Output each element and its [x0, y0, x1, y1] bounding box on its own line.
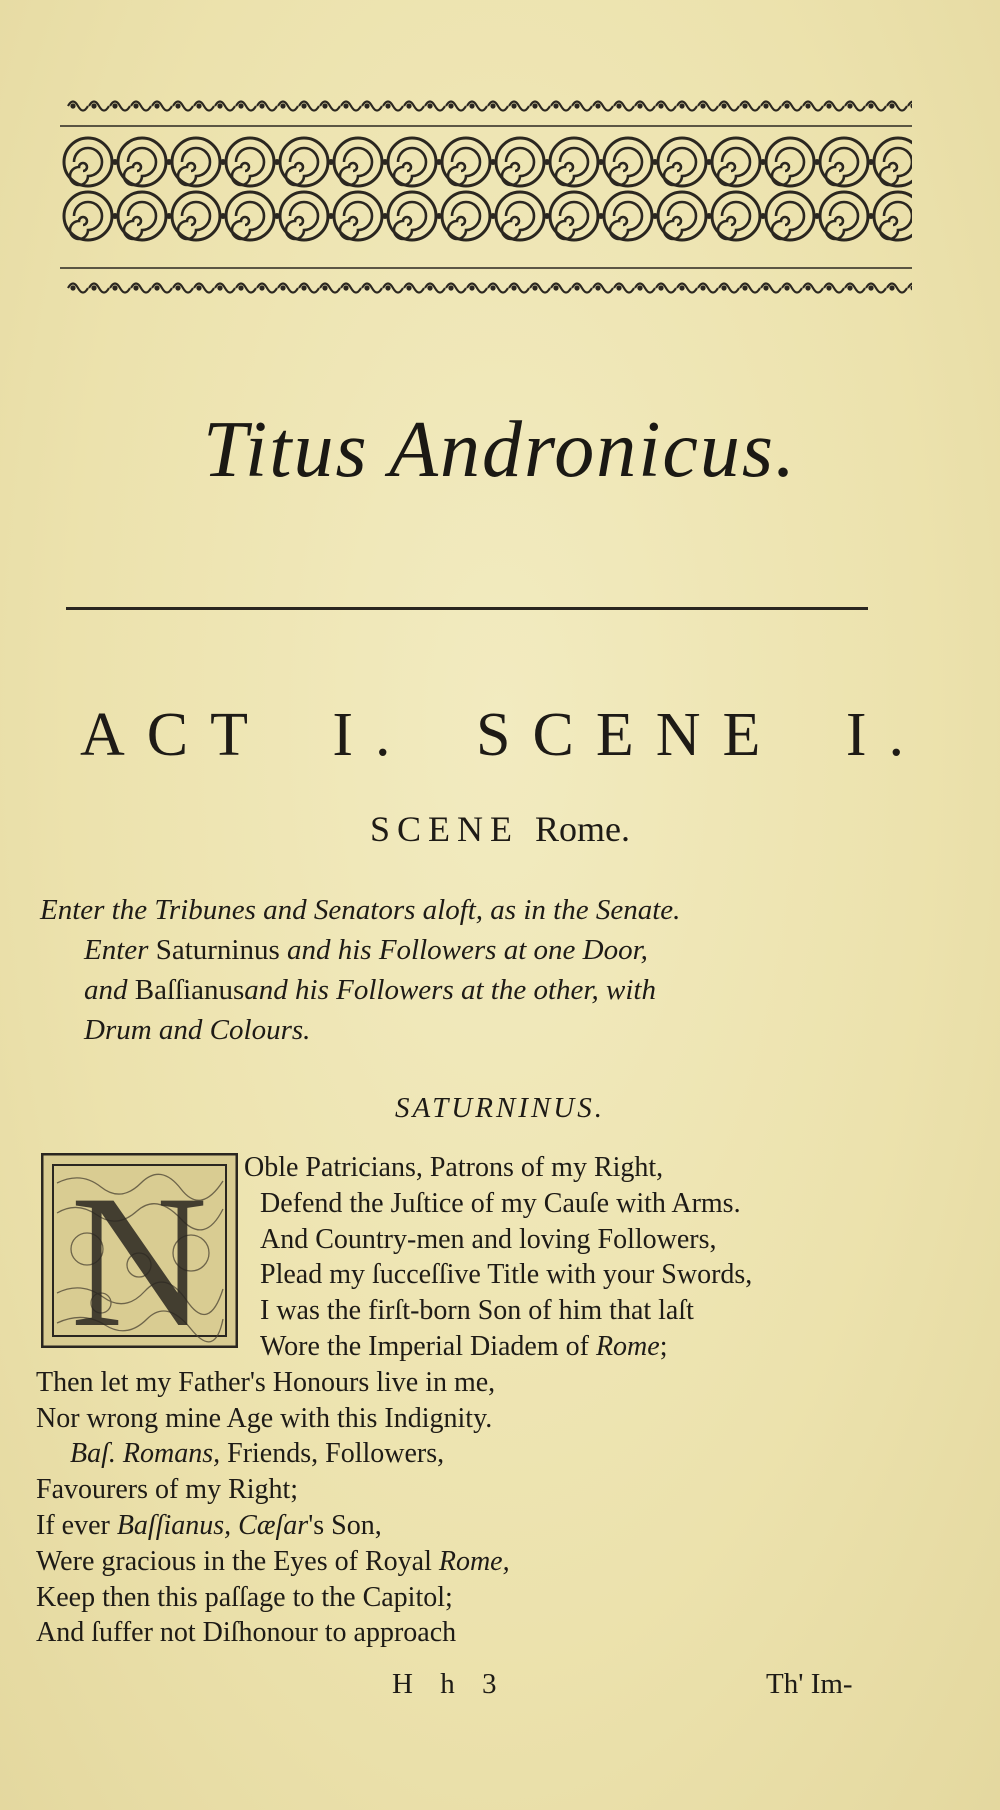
- verse-line: Plead my ſucceſſive Title with your Swords,: [260, 1259, 753, 1291]
- stage-direction-line: Drum and Colours.: [84, 1014, 311, 1046]
- verse-text-run: Wore the Imperial Diadem of: [260, 1330, 589, 1362]
- character-name: Baſſianus, Cæſar: [116, 1509, 309, 1541]
- drop-cap-letter: N: [70, 1157, 208, 1348]
- signature-mark: H h 3: [392, 1668, 507, 1700]
- character-name: Saturninus: [155, 934, 280, 966]
- verse-text-run: 's Son,: [308, 1509, 382, 1541]
- verse-line: I was the firſt-born Son of him that laſt: [260, 1295, 694, 1327]
- scene-label: SCENE: [369, 809, 519, 849]
- printers-ornament-headpiece: [60, 92, 912, 304]
- character-name: Baſſianus: [134, 974, 245, 1006]
- verse-italic-run: Romans,: [122, 1438, 221, 1470]
- act-heading: ACT I. SCENE I.: [80, 701, 927, 769]
- verse-line: [36, 1329, 936, 1365]
- stage-direction-text: and his Followers at the other, with: [244, 974, 656, 1006]
- horizontal-rule: [66, 607, 868, 610]
- stage-direction-line: Enter the Tribunes and Senators aloft, as in the Senate.: [40, 894, 681, 926]
- speaker-name: SATURNINUS.: [395, 1092, 605, 1124]
- stage-direction: [40, 890, 920, 1050]
- speaker-abbreviation: Baſ.: [70, 1438, 116, 1470]
- catchword: Th' Im-: [766, 1668, 853, 1700]
- punctuation: ;: [659, 1330, 668, 1362]
- stage-direction-text: and his Followers at one Door,: [287, 934, 648, 966]
- stage-direction-text: and: [84, 974, 128, 1006]
- verse-line: And ſuffer not Diſhonour to approach: [36, 1617, 457, 1649]
- verse-line: Favourers of my Right;: [36, 1474, 299, 1506]
- verse-line: [36, 1544, 936, 1580]
- verse-line: Keep then this paſſage to the Capitol;: [36, 1581, 453, 1613]
- scene-heading: [0, 808, 1000, 850]
- verse-line: Then let my Father's Honours live in me,: [36, 1366, 496, 1398]
- verse-line: And Country-men and loving Followers,: [260, 1223, 717, 1255]
- verse-text-run: If ever: [36, 1509, 110, 1541]
- verse-text-run: Were gracious in the Eyes of Royal: [36, 1545, 432, 1577]
- place-name: Rome: [595, 1330, 660, 1362]
- verse-line: [36, 1508, 936, 1544]
- verse-line: Oble Patricians, Patrons of my Right,: [244, 1152, 664, 1183]
- stage-direction-text: Enter: [84, 934, 149, 966]
- scene-place: Rome.: [535, 809, 630, 849]
- verse-line: Defend the Juſtice of my Cauſe with Arms.: [260, 1187, 741, 1219]
- verse-text: [36, 1150, 936, 1651]
- play-title: Titus Andronicus.: [202, 406, 798, 494]
- place-name: Rome,: [438, 1545, 510, 1577]
- verse-text-run: Friends, Followers,: [227, 1438, 445, 1470]
- verse-line: [36, 1436, 936, 1472]
- verse-line: Nor wrong mine Age with this Indignity.: [36, 1402, 493, 1434]
